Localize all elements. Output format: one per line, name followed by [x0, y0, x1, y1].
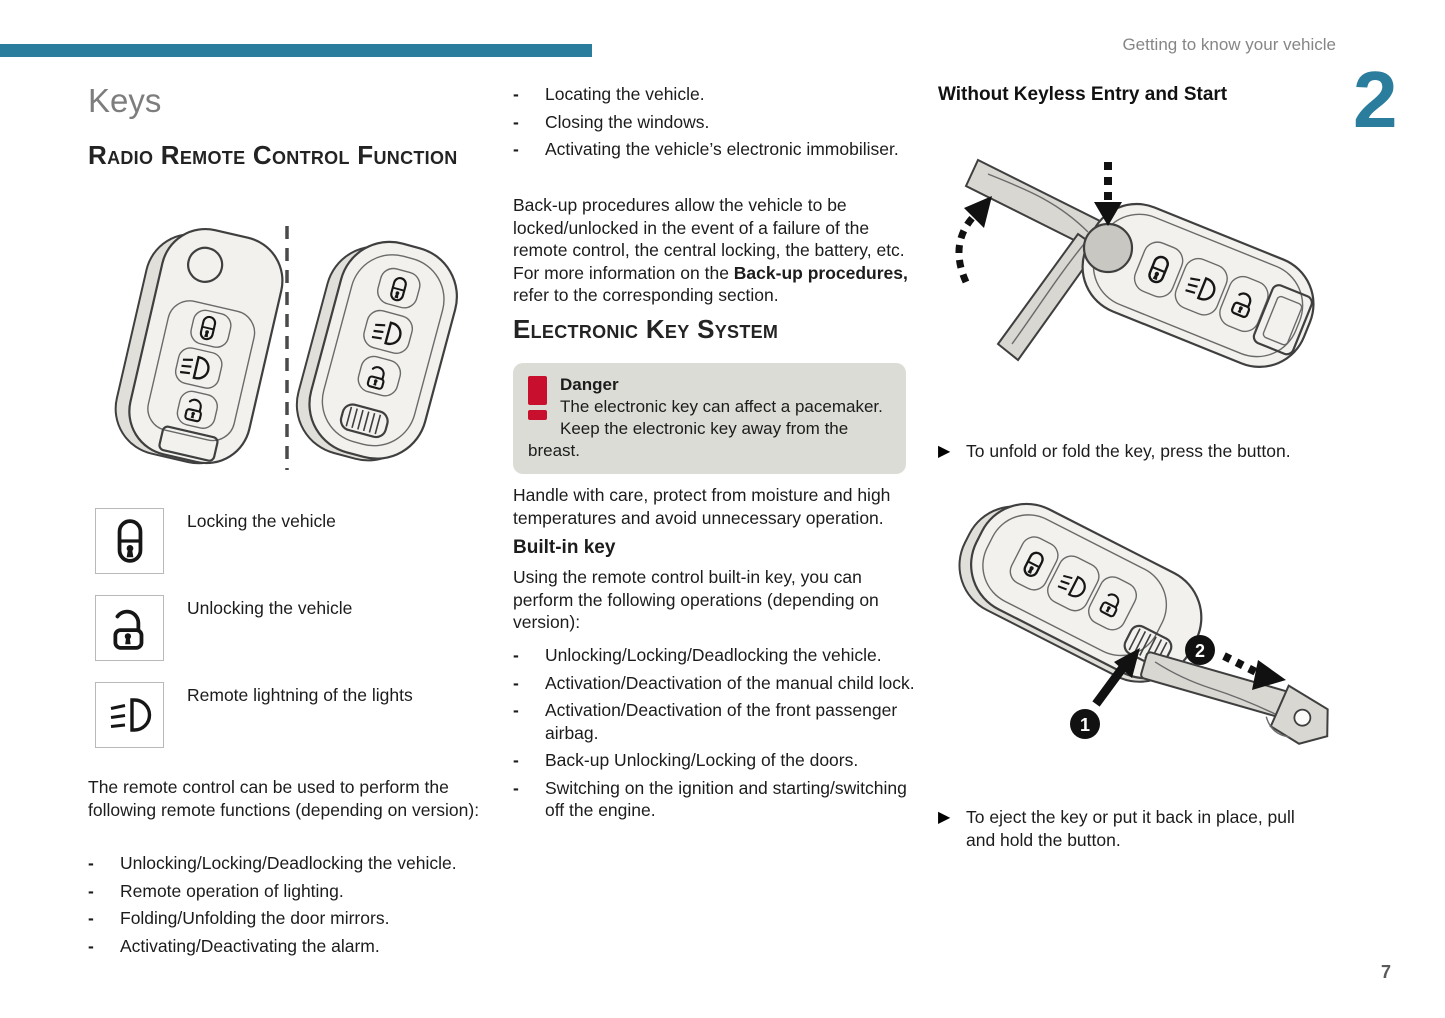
- without-keyless-heading: Without Keyless Entry and Start: [938, 84, 1228, 105]
- legend-label: Remote lightning of the lights: [187, 685, 413, 705]
- dash-bullet: [513, 111, 545, 134]
- svg-text:1: 1: [1079, 715, 1091, 735]
- list-item: - Back-up Unlocking/Locking of the doors.: [513, 749, 917, 772]
- key-blade-midfold: [998, 234, 1098, 360]
- lock-closed-icon: [95, 508, 164, 574]
- danger-title: Danger: [560, 375, 619, 394]
- instruction-arrow-icon: ▶: [938, 443, 951, 460]
- page-title: Keys: [88, 82, 162, 119]
- remote-functions-list: [88, 852, 488, 962]
- section-heading-radio-remote: Radio Remote Control Function: [88, 140, 458, 170]
- dash-bullet: [88, 880, 120, 903]
- instruction-unfold: ▶ To unfold or fold the key, press the button.: [938, 440, 1338, 464]
- svg-text:2: 2: [1194, 641, 1206, 661]
- handle-with-care-paragraph: Handle with care, protect from moisture and high temperatures and avoid unnecessary operation.: [513, 485, 891, 528]
- exclamation-icon: [528, 376, 547, 420]
- flip-key-unfold-figure: [938, 148, 1336, 433]
- running-header: Getting to know your vehicle: [1122, 35, 1336, 54]
- builtin-key-heading: Built-in key: [513, 537, 616, 558]
- danger-callout-box: [513, 363, 906, 474]
- slide-arrow-dashed: [1224, 656, 1260, 674]
- key-eject-figure: [938, 492, 1336, 792]
- dash-bullet: [513, 83, 545, 106]
- dash-bullet: [88, 935, 120, 958]
- builtin-key-operations-list: [513, 644, 917, 827]
- accent-bar: [0, 44, 592, 57]
- lock-open-icon: [95, 595, 164, 661]
- instruction-eject: ▶ To eject the key or put it back in place, pull and hold the button.: [938, 807, 1295, 850]
- builtin-key-paragraph: Using the remote control built-in key, you can perform the following operations (depending on version):: [513, 567, 879, 632]
- list-item: - Closing the windows.: [513, 111, 911, 134]
- dash-bullet: [513, 699, 545, 744]
- list-item: - Activating the vehicle’s electronic immobiliser.: [513, 138, 911, 161]
- list-item: - Activation/Deactivation of the front passenger airbag.: [513, 699, 917, 744]
- legend-row-unlock: [95, 595, 352, 661]
- legend-label: Locking the vehicle: [187, 511, 336, 531]
- page-number: 7: [1381, 962, 1392, 982]
- list-item: - Activating/Deactivating the alarm.: [88, 935, 488, 958]
- list-item: - Unlocking/Locking/Deadlocking the vehicle.: [88, 852, 488, 875]
- remote-functions-intro: The remote control can be used to perform the following remote functions (depending on version):: [88, 777, 480, 820]
- dash-bullet: [513, 777, 545, 822]
- danger-text-line1: The electronic key can affect a pacemaker.: [560, 397, 883, 416]
- remote-functions-list-continued: [513, 83, 911, 166]
- list-item: - Switching on the ignition and starting/switching off the engine.: [513, 777, 917, 822]
- dash-bullet: [513, 644, 545, 667]
- legend-row-lock: [95, 508, 336, 574]
- unfold-arrow-dashed: [959, 214, 976, 282]
- dash-bullet: [88, 852, 120, 875]
- instruction-arrow-icon: ▶: [938, 809, 951, 826]
- legend-label: Unlocking the vehicle: [187, 598, 353, 618]
- keyfobs-figure: [85, 218, 480, 478]
- removable-key-blade: [1135, 646, 1336, 751]
- dash-bullet: [513, 672, 545, 695]
- chapter-number: 2: [1353, 55, 1398, 144]
- list-item: - Activation/Deactivation of the manual child lock.: [513, 672, 917, 695]
- backup-procedures-paragraph: Back-up procedures allow the vehicle to be locked/unlocked in the event of a failure of the remote control, the central locking, the battery, etc. For more information on the Back-up procedures, refer to the corresponding section.: [513, 195, 908, 305]
- list-item: - Locating the vehicle.: [513, 83, 911, 106]
- flip-keyfob-illustration: [106, 218, 291, 474]
- legend-row-lights: [95, 682, 413, 748]
- dash-bullet: [88, 907, 120, 930]
- fold-button: [1084, 224, 1132, 272]
- section-heading-electronic-key: Electronic Key System: [513, 314, 779, 344]
- list-item: - Remote operation of lighting.: [88, 880, 488, 903]
- electronic-keyfob-illustration: [286, 228, 469, 474]
- list-item: - Folding/Unfolding the door mirrors.: [88, 907, 488, 930]
- dash-bullet: [513, 138, 545, 161]
- headlight-beam-icon: [95, 682, 164, 748]
- list-item: - Unlocking/Locking/Deadlocking the vehicle.: [513, 644, 917, 667]
- dash-bullet: [513, 749, 545, 772]
- danger-text-line2: Keep the electronic key away from the breast.: [528, 419, 849, 460]
